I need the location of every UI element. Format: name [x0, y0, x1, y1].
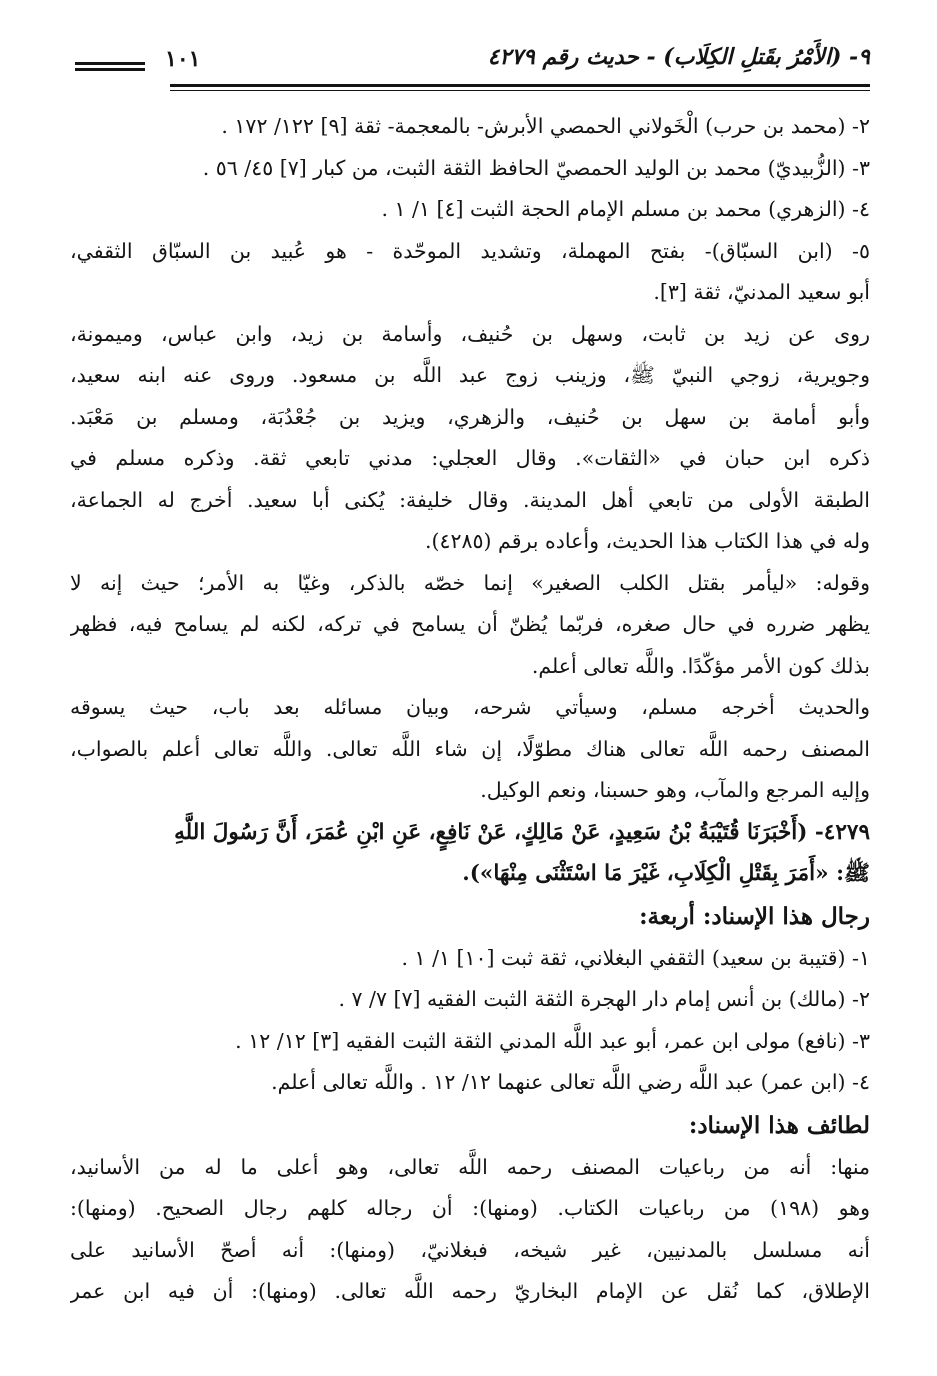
chapter-title: ٩- (الأَمْرُ بقَتلِ الكِلَاب) - حديث رقم ٤٢٧٩ — [487, 44, 870, 70]
page-number: ١٠١ — [165, 46, 201, 72]
section-heading: لطائف هذا الإسناد: — [688, 1111, 870, 1139]
text-line: بذلك كون الأمر مؤكّدًا. واللَّه تعالى أعلم. — [531, 653, 870, 678]
hadith-line: ﷺ: «أَمَرَ بِقَتْلِ الْكِلَابِ، غَيْرَ مَا اسْتَثْنَى مِنْهَا»). — [462, 861, 870, 886]
narrator-item: ٢- (مالك) بن أنس إمام دار الهجرة الثقة الثبت الفقيه [٧] ٧/ ٧ . — [338, 987, 870, 1011]
header-ornament — [75, 62, 145, 74]
header-rule — [170, 84, 870, 87]
narrator-item: ١- (قتيبة بن سعيد) الثقفي البغلاني، ثقة ثبت [١٠] ١/ ١ . — [401, 945, 870, 970]
text-line: ٢- (محمد بن حرب) الْخَولاني الحمصي الأبرش- بالمعجمة- ثقة [٩] ١٢٢/ ١٧٢ . — [221, 114, 870, 138]
text-line: والحديث أخرجه مسلم، وسيأتي شرحه، وبيان مسائله بعد باب، حيث يسوقه — [70, 695, 870, 719]
text-line: ٥- (ابن السبّاق)- بفتح المهملة، وتشديد الموحّدة - هو عُبيد بن السبّاق الثقفي، — [70, 238, 870, 263]
text-line: المصنف رحمه اللَّه تعالى هناك مطوّلًا، إن شاء اللَّه تعالى. واللَّه تعالى أعلم بالصواب، — [70, 736, 870, 761]
text-line: وإليه المرجع والمآب، وهو حسبنا، ونعم الوكيل. — [480, 778, 870, 802]
page-header — [70, 38, 870, 88]
page-body — [70, 106, 870, 1313]
book-page — [70, 38, 870, 1338]
narrator-item: ٤- (ابن عمر) عبد اللَّه رضي اللَّه تعالى عنهما ١٢/ ١٢ . واللَّه تعالى أعلم. — [271, 1070, 870, 1094]
text-line: ذكره ابن حبان في «الثقات». وقال العجلي: مدني تابعي ثقة. وذكره مسلم في — [70, 446, 870, 470]
commentary-lines — [70, 106, 870, 812]
hadith-line: ٤٢٧٩- (أَخْبَرَنَا قُتَيْبَةُ بْنُ سَعِيدٍ، عَنْ مَالِكٍ، عَنْ نَافِعٍ، عَنِ ابْنِ عُمَرَ، أَنَّ رَسُولَ اللَّهِ — [174, 819, 870, 845]
text-line: وله في هذا الكتاب هذا الحديث، وأعاده برقم (٤٢٨٥). — [424, 529, 870, 553]
text-line: وجويرية، زوجي النبيّ ﷺ، وزينب زوج عبد اللَّه بن مسعود. وروى عنه ابنه سعيد، — [70, 363, 870, 387]
header-rule-thin — [170, 90, 870, 91]
section-heading: رجال هذا الإسناد: أربعة: — [639, 902, 870, 930]
text-line: الإطلاق، كما نُقل عن الإمام البخاريّ رحمه اللَّه تعالى. (ومنها): أن فيه ابن عمر — [70, 1279, 870, 1303]
text-line: منها: أنه من رباعيات المصنف رحمه اللَّه تعالى، وهو أعلى ما له من الأسانيد، — [70, 1154, 870, 1179]
text-line: ٤- (الزهري) محمد بن مسلم الإمام الحجة الثبت [٤] ١/ ١ . — [381, 197, 870, 221]
text-line: وهو (١٩٨) من رباعيات الكتاب. (ومنها): أن رجاله كلهم رجال الصحيح. (ومنها): — [70, 1196, 870, 1220]
narrator-item: ٣- (نافع) مولى ابن عمر، أبو عبد اللَّه المدني الثقة الثبت الفقيه [٣] ١٢/ ١٢ . — [235, 1028, 870, 1053]
text-line: روى عن زيد بن ثابت، وسهل بن حُنيف، وأسامة بن زيد، وابن عباس، وميمونة، — [70, 321, 870, 346]
text-line: الطبقة الأولى من تابعي أهل المدينة. وقال خليفة: يُكنى أبا سعيد. أخرج له الجماعة، — [70, 487, 870, 512]
text-line: ٣- (الزُّبيديّ) محمد بن الوليد الحمصيّ الحافظ الثقة الثبت، من كبار [٧] ٤٥/ ٥٦ . — [202, 155, 870, 180]
text-line: وقوله: «ليأمر بقتل الكلب الصغير» إنما خصّه بالذكر، وغيّا به الأمر؛ حيث إنه لا — [70, 570, 870, 595]
text-line: يظهر ضرره في حال صغره، فربّما يُظنّ أن يسامح في تركه، لكنه لم يسامح فيه، فظهر — [70, 612, 870, 636]
text-line: أنه مسلسل بالمدنيين، غير شيخه، فبغلانيّ، (ومنها): أنه أصحّ الأسانيد على — [70, 1237, 870, 1262]
text-line: أبو سعيد المدنيّ، ثقة [٣]. — [653, 280, 870, 304]
text-line: وأبو أمامة بن سهل بن حُنيف، والزهري، ويزيد بن جُعْدُبَة، ومسلم بن مَعْبَد. — [70, 404, 870, 429]
